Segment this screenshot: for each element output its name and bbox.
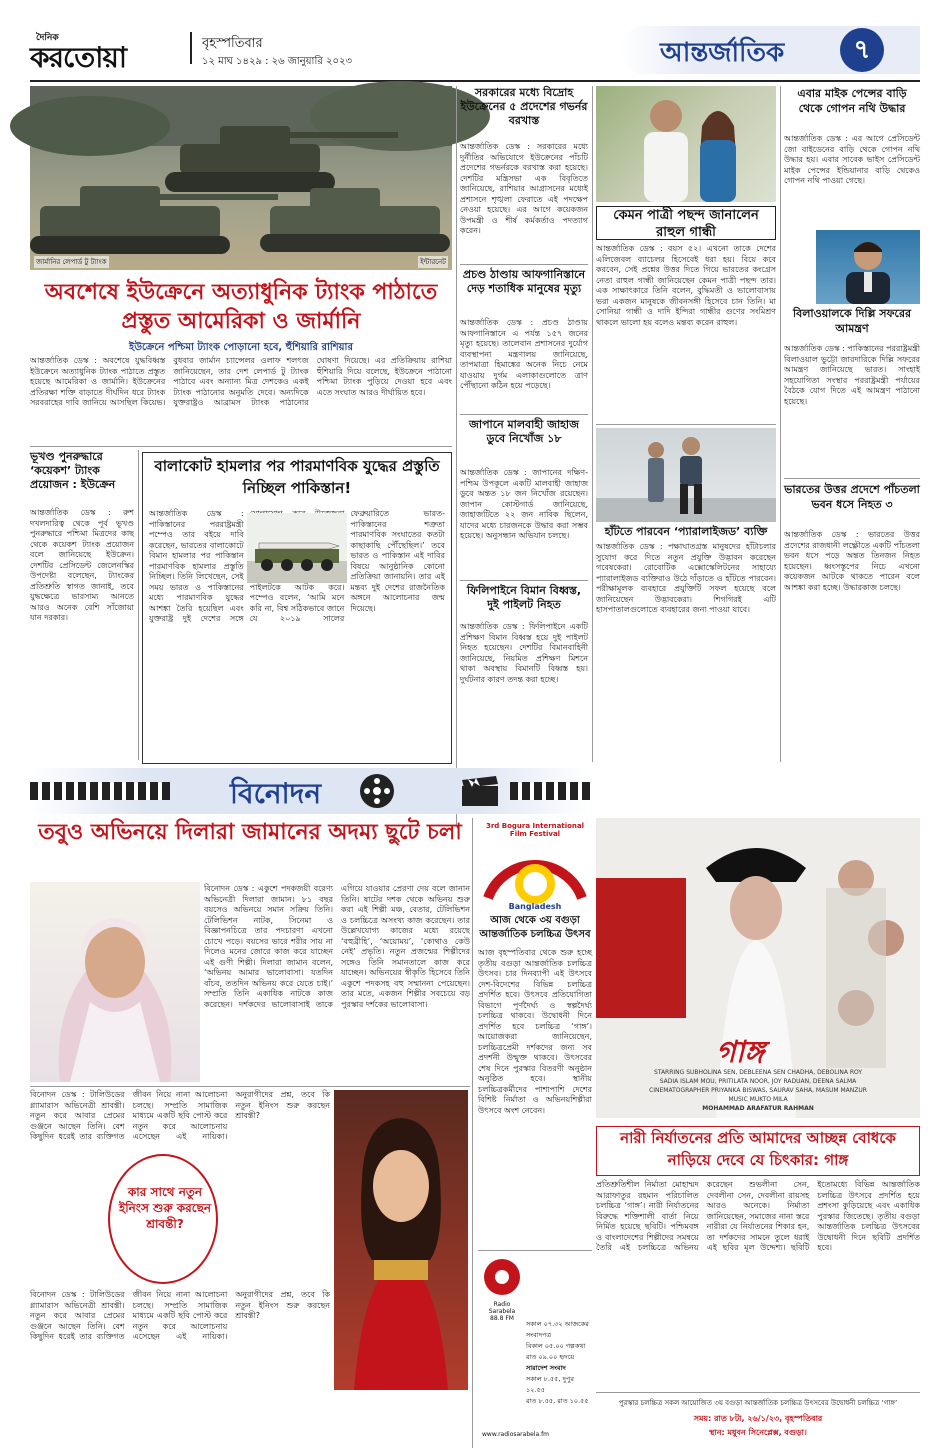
film-reel-icon [360, 774, 394, 808]
dilara-bottom-rule [30, 1086, 470, 1087]
film-poster [596, 818, 920, 1118]
film-credit-line: STARRING SUBHOLINA SEN, DEBLEENA SEN CHADHA, DEBOLINA ROY [653, 1069, 863, 1076]
philippines-body: আন্তর্জাতিক ডেস্ক : ফিলিপাইনে একটি প্রশিক্ষণ বিমান বিধ্বস্ত হয়ে দুই পাইলট নিহত হয়েছেন। দেশটির বিমানবাহিনী জানিয়েছে, নিয়মিত প্রশিক্ষণ মিশনে থাকা অবস্থায় বিমানটি বিধ্বস্ত হয়। দুর্ঘটনার কারণ তদন্ত করা হচ্ছে। [460, 622, 588, 684]
bilawal-headline: বিলাওয়ালকে দিল্লি সফরের আমন্ত্রণ [792, 307, 912, 335]
clapperboard-icon [460, 776, 500, 806]
radio-schedule-item: সকাল ৮.৫৫, দুপুর ১২.৫৫ [526, 1375, 574, 1394]
pakistan-headline: বালাকোট হামলার পর পারমাণবিক যুদ্ধের প্রস্তুতি নিচ্ছিল পাকিস্তান! [154, 457, 440, 497]
japan-headline: জাপানে মালবাহী জাহাজ ডুবে নিখোঁজ ১৮ [469, 418, 579, 445]
film-strip-left [30, 782, 170, 800]
srabanti-body-cont: বিনোদন ডেস্ক : টালিউডের গ্ল্যামারাস অভিনেত্রী শ্রাবন্তী। নতুন করে আবার প্রেমের গুঞ্জনে আছেন তিনি। বেশ কিছুদিন ধরেই তার ব্যক্তিগত জীবন নিয়ে নানা আলোচনা চলছে। সম্প্রতি সামাজিক মাধ্যমে একটি ছবি পোস্ট করে নতুন করে আলোচনায় এসেছেন এই নায়িকা। অনুরাগীদের প্রশ্ন, তবে কি নতুন ইনিংস শুরু করছেন শ্রাবন্তী? [30, 1290, 330, 1341]
rule-bilawal [784, 478, 920, 479]
radio-freq: 88.8 FM [490, 1315, 514, 1322]
film-credit-line: MOHAMMAD ARAFATUR RAHMAN [702, 1105, 814, 1112]
india-building-body: আন্তর্জাতিক ডেস্ক : ভারতের উত্তর প্রদেশের রাজধানী লক্ষ্ণৌতে একটি পাঁচতলা ভবন ধসে পড়ে অন্তত তিনজন নিহত হয়েছেন। ধ্বংসস্তূপের নিচে এখনো কয়েকজন আটকে থাকতে পারেন বলে আশঙ্কা করা হচ্ছে। উদ্ধারকাজ চলছে। [784, 530, 920, 592]
photo-caption-right: ইন্টারনেট [420, 258, 446, 266]
section-title: আন্তর্জাতিক [660, 38, 785, 68]
afghan-headline: প্রচণ্ড ঠাণ্ডায় আফগানিস্তানে দেড় শতাধিক মানুষের মৃত্যু [462, 268, 586, 295]
srabanti-portrait-illustration [334, 1090, 468, 1390]
photo-caption-left: জার্মানির লেপার্ড টু ট্যাংক [36, 258, 107, 266]
rahul-photo-illustration [596, 86, 776, 202]
radio-schedule-item: সারাদেশ সংবাদ [526, 1364, 566, 1372]
masthead-logo [30, 26, 180, 72]
rule-afghan [460, 414, 588, 415]
radio-schedule-item: রাত ০৯.০০ হৃদয়ে [526, 1353, 575, 1361]
radio-schedule [526, 1319, 590, 1429]
film-credit-line: CINEMATOGRAPHER PRIYANKA BISWAS, SAURAV SAHA, MASUM MANZUR [649, 1087, 867, 1094]
missile-photo [247, 513, 347, 583]
film-footer-text: পুরস্কার চলচ্চিত্র সকল আয়োজিত ৩য় বগুড়া আন্তর্জাতিক চলচ্চিত্র উৎসবের উদ্বোধনী চলচ্চিত্র ‘গাঙ্গ’ [618, 1399, 898, 1407]
rule-japan [460, 580, 588, 581]
festival-body: আজ বৃহস্পতিবার থেকে শুরু হচ্ছে তৃতীয় বগুড়া আন্তর্জাতিক চলচ্চিত্র উৎসব। চার দিনব্যাপী এই উৎসবে দেশ-বিদেশের বিভিন্ন চলচ্চিত্র প্রদর্শিত হবে। উৎসবে প্রতিযোগিতা বিভাগে পূর্ণদৈর্ঘ্য ও স্বল্পদৈর্ঘ্য চলচ্চিত্র থাকবে। উদ্বোধনী দিনে প্রদর্শিত হবে চলচ্চিত্র ‘গাঙ্গ’। আয়োজকরা জানিয়েছেন, চলচ্চিত্রপ্রেমী দর্শকদের জন্য সব প্রদর্শনী উন্মুক্ত থাকবে। উৎসবের শেষ দিনে পুরস্কার বিতরণী অনুষ্ঠান অনুষ্ঠিত হবে। স্থানীয় চলচ্চিত্রকর্মীদের পাশাপাশি দেশের বিশিষ্ট নির্মাতা ও অভিনয়শিল্পীরা উৎসবে অংশ নেবেন। [478, 948, 592, 1115]
film-body: প্রতিশ্রুতিশীল নির্মাতা মোহাম্মদ আরাফাতুর রহমান পরিচালিত চলচ্চিত্র ‘গাঙ্গ’। নারী নির্যাতনের বিরুদ্ধে শক্তিশালী বার্তা নিয়ে নির্মিত হয়েছে ছবিটি। পশ্চিমবঙ্গ ও বাংলাদেশের শিল্পীদের সমন্বয়ে তৈরি এই চলচ্চিত্রে অভিনয় করেছেন শুভলীনা সেন, দেবলীনা সেন, দেবলীনা রায়সহ আরও অনেকে। নির্মাতা জানিয়েছেন, সমাজের নানা স্তরে নারীরা যে নির্যাতনের শিকার হন, তা দর্শকদের সামনে তুলে ধরাই এই ছবির মূল উদ্দেশ্য। ছবিটি ইতোমধ্যে বিভিন্ন আন্তর্জাতিক চলচ্চিত্র উৎসবে প্রদর্শিত হয়ে প্রশংসা কুড়িয়েছে এবং একাধিক পুরস্কার জিতেছে। তৃতীয় বগুড়া আন্তর্জাতিক চলচ্চিত্র উৎসবের উদ্বোধনী দিনে ছবিটি প্রদর্শিত হবে। [596, 1180, 920, 1252]
masthead-day: বৃহস্পতিবার [202, 36, 263, 51]
col-rule-3 [780, 86, 781, 762]
bilawal-photo [816, 230, 920, 304]
exoskeleton-illustration [596, 428, 776, 522]
radio-schedule-item: রাত ৮.৫৫, রাত ১০.৫৫ [526, 1397, 589, 1405]
masthead [30, 26, 920, 76]
dilara-portrait-illustration [30, 882, 200, 1082]
tank-side-body: আন্তর্জাতিক ডেস্ক : রুশ দখলদারিত্ব থেকে পূর্ব ভূখণ্ড পুনরুদ্ধারে পশ্চিমা মিত্রদের কাছ থেকে কয়েকশ ট্যাংক প্রয়োজন বলে জানিয়েছে ইউক্রেন। দেশটির প্রেসিডেন্ট জেলেনস্কির উপদেষ্টা বলেছেন, ট্যাংকের প্রতিশ্রুতি স্বাগত জানাই, তবে যুদ্ধক্ষেত্রে ভারসাম্য আনতে আরও অনেক বেশি সাঁজোয়া যান দরকার। [30, 508, 134, 622]
lead-body: আন্তর্জাতিক ডেস্ক : অবশেষে যুদ্ধবিধ্বস্ত ইউক্রেনে অত্যাধুনিক ট্যাংক পাঠাতে প্রস্তুত হয়েছে আমেরিকা ও জার্মানি। ইউক্রেনের প্রতিরক্ষা শক্তি বাড়াতে দীর্ঘদিন ধরে ট্যাংক সরবরাহের দাবি জানিয়ে আসছিল কিয়েভ। বুধবার জার্মান চ্যান্সেলর ওলাফ শলৎজ জানিয়েছেন, তার দেশ লেপার্ড টু ট্যাংক পাঠাবে এবং অন্যান্য মিত্র দেশকেও একই ট্যাংক পাঠানোর অনুমতি দেবে। অন্যদিকে যুক্তরাষ্ট্রও আব্রামস ট্যাংক পাঠানোর ঘোষণা দিয়েছে। এর প্রতিক্রিয়ায় রাশিয়া হুঁশিয়ারি দিয়ে বলেছে, ইউক্রেনে পাঠানো পশ্চিমা ট্যাংক পুড়িয়ে দেওয়া হবে এবং এতে সংঘাত আরও দীর্ঘায়িত হবে। [30, 356, 452, 407]
col-rule-1 [456, 86, 457, 826]
paralyzed-body: আন্তর্জাতিক ডেস্ক : পক্ষাঘাতগ্রস্ত মানুষদের হাঁটাচলার সুযোগ করে দিতে নতুন প্রযুক্তি উদ্ভাবন করেছেন গবেষকেরা। রোবোটিক এক্সোস্কেলিটনের সাহায্যে প্যারালাইজড ব্যক্তিরাও উঠে দাঁড়াতে ও হাঁটতে পারবেন। পরীক্ষামূলক ব্যবহারে প্রযুক্তিটি সফল হয়েছে বলে জানিয়েছেন উদ্ভাবকেরা। শিগগিরই এটি হাসপাতালগুলোতে ব্যবহারের জন্য পাওয়া যাবে। [596, 542, 776, 614]
dilara-photo [30, 882, 200, 1082]
film-credits [616, 1068, 900, 1116]
binodon-banner [30, 768, 590, 814]
logo-main-text: করতোয়া [30, 41, 126, 74]
masthead-divider [190, 32, 192, 64]
film-strip-right [510, 782, 590, 800]
rahul-headline: কেমন পাত্রী পছন্দ জানালেন রাহুল গান্ধী [596, 206, 776, 240]
philippines-headline: ফিলিপাইনে বিমান বিধ্বস্ত, দুই পাইলট নিহত [466, 584, 582, 611]
radio-schedule-item: সকাল ০৭.৩২ আজকের সংবাদপত্র [526, 1320, 589, 1339]
srabanti-body: বিনোদন ডেস্ক : টালিউডের গ্ল্যামারাস অভিনেত্রী শ্রাবন্তী। নতুন করে আবার প্রেমের গুঞ্জনে আছেন তিনি। বেশ কিছুদিন ধরেই তার ব্যক্তিগত জীবন নিয়ে নানা আলোচনা চলছে। সম্প্রতি সামাজিক মাধ্যমে একটি ছবি পোস্ট করে নতুন করে আলোচনায় এসেছেন এই নায়িকা। অনুরাগীদের প্রশ্ন, তবে কি নতুন ইনিংস শুরু করছেন শ্রাবন্তী? [30, 1090, 330, 1141]
festival-headline: আজ থেকে ৩য় বগুড়া আন্তর্জাতিক চলচ্চিত্র উৎসব [479, 915, 591, 940]
srabanti-quote-bubble [108, 1154, 218, 1284]
tank-photo [30, 86, 452, 270]
lead-bottom-rule [30, 446, 452, 447]
film-title-art: গাঙ্গ [716, 1035, 765, 1070]
binodon-title: বিনোদন [230, 777, 322, 810]
page-number: ৭ [853, 35, 871, 65]
logo-small-text: দৈনিক [36, 33, 59, 43]
bilawal-body: আন্তর্জাতিক ডেস্ক : পাকিস্তানের পররাষ্ট্রমন্ত্রী বিলাওয়াল ভুট্টো জারদারিকে দিল্লি সফরের আমন্ত্রণ জানিয়েছে ভারত। সাংহাই সহযোগিতা সংস্থার পররাষ্ট্রমন্ত্রী পর্যায়ের বৈঠকে যোগ দিতে এই আমন্ত্রণ পাঠানো হয়েছে। [784, 344, 921, 406]
tank-illustration [30, 86, 452, 270]
film-time: সময়: রাত ৮টা, ২৬/১/২৩, বৃহস্পতিবার [693, 1414, 823, 1423]
film-credit-line: MUSIC MUKTO MILA [728, 1096, 788, 1103]
col-rule-festival [472, 818, 473, 1448]
india-building-headline: ভারতের উত্তর প্রদেশে পাঁচতলা ভবন ধসে নিহত ৩ [784, 483, 920, 511]
festival-logo-sub: Bangladesh [508, 902, 562, 911]
lead-subhead: ইউক্রেনে পশ্চিমা ট্যাংক পোড়ানো হবে, হুঁশিয়ারি রাশিয়ার [129, 342, 353, 353]
governors-body: আন্তর্জাতিক ডেস্ক : সরকারের মধ্যে দুর্নীতির অভিযোগে ইউক্রেনের পাঁচটি প্রদেশের গভর্নরকে বরখাস্ত করা হয়েছে। দেশটির মন্ত্রিসভা এক বিবৃতিতে জানিয়েছে, রাশিয়ার আগ্রাসনের মধ্যেই প্রশাসনে শৃঙ্খলা ফেরাতে এই পদক্ষেপ নেওয়া হয়েছে। এর আগে কয়েকজন উপমন্ত্রী ও শীর্ষ কর্মকর্তাও পদত্যাগ করেন। [460, 142, 588, 235]
film-venue: স্থান: মধুবন সিনেপ্লেক্স, বগুড়া। [709, 1428, 807, 1437]
radio-logo [482, 1257, 522, 1322]
masthead-date: ১২ মাঘ ১৪২৯ : ২৬ জানুয়ারি ২০২৩ [202, 56, 353, 67]
radio-url: www.radiosarabela.fm [482, 1431, 550, 1438]
rule-rahul [596, 424, 776, 425]
rahul-photo [596, 86, 776, 202]
section-banner [620, 26, 920, 74]
paralyzed-photo [596, 428, 776, 522]
afghan-body: আন্তর্জাতিক ডেস্ক : প্রচণ্ড ঠাণ্ডায় আফগানিস্তানে এ পর্যন্ত ১৫৭ জনের মৃত্যু হয়েছে। তালেবান প্রশাসনের দুর্যোগ ব্যবস্থাপনা মন্ত্রণালয় জানিয়েছে, তাপমাত্রা হিমাঙ্কের অনেক নিচে নেমে যাওয়ায় দুর্গম এলাকাগুলোতে ত্রাণ পৌঁছানো কঠিন হয়ে পড়েছে। [460, 318, 588, 390]
pence-body: আন্তর্জাতিক ডেস্ক : এর আগে প্রেসিডেন্ট জো বাইডেনের বাড়ি থেকে গোপন নথি উদ্ধার হয়। এবার সাবেক ভাইস প্রেসিডেন্ট মাইক পেন্সের ইন্ডিয়ানার বাড়ি থেকেও গোপন নথি পাওয়া গেছে। [784, 134, 920, 185]
paralyzed-headline: হাঁটতে পারবেন ‘প্যারালাইজড’ ব্যক্তি [604, 525, 768, 538]
col-rule-2 [592, 86, 593, 762]
pakistan-box [142, 452, 452, 764]
dilara-body: বিনোদন ডেস্ক : একুশে পদকজয়ী বরেণ্য অভিনেত্রী দিলারা জামান। ৮১ বছর বয়সেও অভিনয়ে সমান সক্রিয় তিনি। টেলিভিশন নাটক, সিনেমা ও বিজ্ঞাপনচিত্রে তার পদচারণা এখনো চোখে পড়ে। বয়সের ভারে শরীর সায় না দিলেও মনের জোরে কাজ করে যাচ্ছেন এই গুণী শিল্পী। দিলারা জামান বলেন, ‘অভিনয় আমার ভালোবাসা। যতদিন বাঁচব, ততদিন অভিনয় করে যেতে চাই।’ সম্প্রতি তিনি একাধিক নাটকে কাজ করেছেন। দর্শকদের ভালোবাসাই তাকে এগিয়ে যাওয়ার প্রেরণা দেয় বলে জানান তিনি। ষাটের দশক থেকে অভিনয় শুরু করা এই শিল্পী মঞ্চ, বেতার, টেলিভিশন ও চলচ্চিত্রে অসংখ্য কাজ করেছেন। তার উল্লেখযোগ্য কাজের মধ্যে রয়েছে ‘বহুব্রীহি’, ‘অয়োময়’, ‘কোথাও কেউ নেই’ প্রভৃতি। নতুন প্রজন্মের শিল্পীদের সঙ্গেও তিনি সমানতালে কাজ করে যাচ্ছেন। অভিনয়ের স্বীকৃতি হিসেবে তিনি একুশে পদকসহ বহু সম্মাননা পেয়েছেন। তার মতে, একজন শিল্পীর সবচেয়ে বড় পুরস্কার দর্শকের ভালোবাসা। [204, 884, 470, 1009]
tank-side-headline: ভূখণ্ড পুনরুদ্ধারে ‘কয়েকশ’ ট্যাংক প্রয়োজন : ইউক্রেন [30, 450, 116, 491]
film-headline: নারী নির্যাতনের প্রতি আমাদের আচ্ছন্ন বোধকে নাড়িয়ে দেবে যে চিৎকার: গাঙ্গ [596, 1126, 920, 1176]
rule-gov [460, 264, 588, 265]
film-credit-line: SADIA ISLAM MOU, PRITILATA NOOR, JOY RADUAN, DEENA SALMA [659, 1078, 857, 1085]
page-number-badge [840, 28, 884, 72]
film-footer-box [596, 1392, 920, 1444]
radio-name: Radio Sarabela [488, 1301, 516, 1315]
radio-ad [478, 1250, 592, 1442]
festival-logo-text: 3rd Bogura International Film Festival [485, 822, 585, 838]
lead-headline: অবশেষে ইউক্রেনে অত্যাধুনিক ট্যাংক পাঠাতে প্রস্তুত আমেরিকা ও জার্মানি [44, 280, 438, 334]
srabanti-quote: কার সাথে নতুন ইনিংস শুরু করছেন শ্রাবন্তী? [118, 1185, 212, 1231]
governors-headline: সরকারের মধ্যে বিদ্রোহ ইউক্রেনের ৫ প্রদেশের গভর্নর বরখাস্ত [460, 86, 588, 127]
pakistan-body-left: আন্তর্জাতিক ডেস্ক : পাকিস্তানের পররাষ্ট্রমন্ত্রী পম্পেও তার বইয়ে দাবি করেছেন, ভারতের বালাকোটে বিমান হামলার পর পাকিস্তান পারমাণবিক হামলার প্রস্তুতি নিচ্ছিল। তিনি লিখেছেন, সেই সময় ভারত ও পাকিস্তানের মধ্যে পারমাণবিক যুদ্ধের আশঙ্কা তৈরি হয়েছিল এবং যুক্তরাষ্ট্র দুই দেশের সঙ্গে পাইলটকে আটক করে। পম্পেও বলেন, ‘আমি মনে করি না, বিশ্ব সঠিকভাবে জানে যে ২০১৯ সালের ফেব্রুয়ারিতে ভারত-পাকিস্তানের শত্রুতা পারমাণবিক সংঘাতের কতটা কাছাকাছি পৌঁছেছিল।’ তবে ভারত ও পাকিস্তান এই দাবির বিষয়ে আনুষ্ঠানিক কোনো প্রতিক্রিয়া জানায়নি। তার এই মন্তব্য দুই দেশের রাজনৈতিক অঙ্গনে আলোচনার জন্ম দিয়েছে। [149, 509, 445, 623]
radio-icon [482, 1257, 522, 1297]
missile-illustration [247, 513, 347, 583]
bilawal-illustration [816, 230, 920, 304]
radio-schedule-item: বিকাল ০৫.০০ গল্পকথা [526, 1342, 586, 1350]
pence-headline: এবার মাইক পেন্সের বাড়ি থেকে গোপন নথি উদ্ধার [797, 87, 907, 115]
rahul-body: আন্তর্জাতিক ডেস্ক : বয়স ৫২। এখনো তাকে দেশের এলিজেবল ব্যাচেলর হিসেবেই ধরা হয়। বিয়ে কবে করবেন, সেই প্রশ্নের উত্তর দিতে গিয়ে ভারতের কংগ্রেস নেতা রাহুল গান্ধী জানিয়েছেন কেমন পাত্রী পছন্দ তার। এক সাক্ষাৎকারে তিনি বলেন, বুদ্ধিমতী ও ভালোবাসায় ভরা একজন মানুষকে জীবনসঙ্গী হিসেবে চান তিনি। মা সোনিয়া গান্ধী ও দাদি ইন্দিরা গান্ধীর গুণের সংমিশ্রণ থাকলে ভালো হয় বলেও মন্তব্য করেন রাহুল। [596, 244, 776, 327]
masthead-rule [30, 80, 920, 82]
col-rule-tank [138, 450, 139, 760]
dilara-headline: তবুও অভিনয়ে দিলারা জামানের অদম্য ছুটে চলা [38, 820, 462, 845]
srabanti-photo [334, 1090, 468, 1390]
japan-body: আন্তর্জাতিক ডেস্ক : জাপানের দক্ষিণ-পশ্চিম উপকূলে একটি মালবাহী জাহাজ ডুবে অন্তত ১৮ জন নিখোঁজ রয়েছেন। জাপান কোস্টগার্ড জানিয়েছে, জাহাজটিতে ২২ জন নাবিক ছিলেন, যাদের মধ্যে চারজনকে উদ্ধার করা সম্ভব হয়েছে। অনুসন্ধান অভিযান চলছে। [460, 468, 588, 540]
festival-logo [478, 818, 592, 912]
